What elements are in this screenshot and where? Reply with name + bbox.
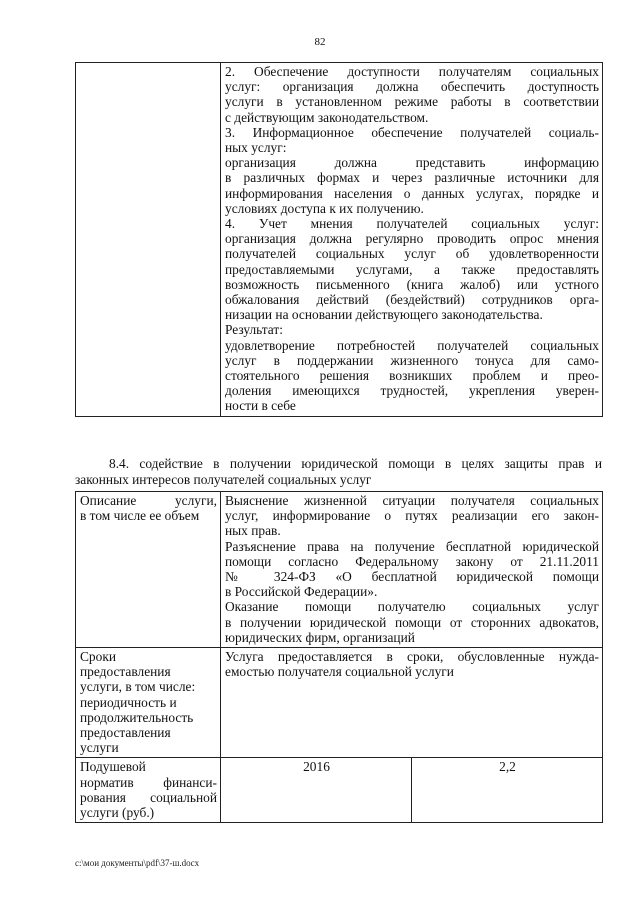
table-row xyxy=(76,63,603,417)
text-line: норматив финанси- xyxy=(80,774,217,790)
text-line: доления имеющихся трудностей, укрепления уверен- xyxy=(225,383,599,399)
norm-value-cell: 2,2 xyxy=(412,758,603,823)
text-line: условиях доступа к их получению. xyxy=(225,200,424,216)
text-line: юридических фирм, организаций xyxy=(225,629,415,645)
text-line: Услуга предоставляется в сроки, обусловленные нужда- xyxy=(225,649,599,665)
cell-lines xyxy=(225,649,599,679)
empty-label-cell xyxy=(76,63,221,417)
table-row xyxy=(76,492,603,648)
text-line: услуги в установленном режиме работы в соответствии xyxy=(225,94,599,110)
cell-lines xyxy=(80,493,217,523)
text-line: услуги xyxy=(80,740,119,756)
text-line: 3. Информационное обеспечение получателей социаль- xyxy=(225,124,599,140)
text-line: предоставления xyxy=(80,725,171,741)
text-line: в получении юридической помощи от сторонних адвокатов, xyxy=(225,614,599,630)
text-line: организация должна представить информацию xyxy=(225,155,599,171)
text-line: Подушевой xyxy=(80,759,146,775)
description-value-cell xyxy=(221,492,603,648)
terms-label-cell xyxy=(76,648,221,758)
text-line: Сроки xyxy=(80,649,116,665)
text-line: 2. Обеспечение доступности получателям социальных xyxy=(225,64,599,79)
text-line: услуги, в том числе: xyxy=(80,679,196,695)
text-line: 4. Учет мнения получателей социальных услуг: xyxy=(225,216,599,232)
text-line: № 324-ФЗ «О бесплатной юридической помощи xyxy=(225,569,599,585)
text-line: возможность письменного (книга жалоб) или устного xyxy=(225,276,599,292)
text-line: низации на основании действующего законодательства. xyxy=(225,307,543,323)
text-line: Результат: xyxy=(225,322,283,338)
cell-lines xyxy=(225,493,599,645)
year-cell: 2016 xyxy=(221,758,412,823)
text-line: ности в себе xyxy=(225,398,296,414)
cell-lines xyxy=(80,759,217,820)
text-line: обжалования действий (бездействий) сотрудников орга- xyxy=(225,292,599,308)
text-line: Выяснение жизненной ситуации получателя социальных xyxy=(225,493,599,508)
section-heading-line-1: 8.4. содействие в получении юридической помощи в целях защиты прав и xyxy=(109,456,602,471)
cell-lines xyxy=(225,64,599,414)
text-line: стоятельного решения возникших проблем и прео- xyxy=(225,368,599,384)
text-line: ных услуг: xyxy=(225,140,287,156)
text-line: периодичность и xyxy=(80,694,177,710)
text-line: Разъяснение права на получение бесплатной юридической xyxy=(225,538,599,554)
table-row xyxy=(76,758,603,823)
text-line: услуг в поддержании жизненного тонуса для само- xyxy=(225,352,599,368)
table-row xyxy=(76,648,603,758)
text-line: услуги (руб.) xyxy=(80,805,155,821)
text-line: организация должна регулярно проводить опрос мнения xyxy=(225,231,599,247)
text-line: предоставления xyxy=(80,664,171,680)
file-path-footer: c:\мои документы\pdf\37-ш.docx xyxy=(75,858,200,868)
section-heading-line-2: законных интересов получателей социальных услуг xyxy=(75,471,372,487)
text-line: Описание услуги, xyxy=(80,493,217,508)
text-line: услуг: организация должна обеспечить доступность xyxy=(225,79,599,95)
text-line: помощи согласно Федеральному закону от 21.11.2011 xyxy=(225,553,599,569)
text-line: рования социальной xyxy=(80,789,217,805)
text-line: удовлетворение потребностей получателей социальных xyxy=(225,337,599,353)
page-number: 82 xyxy=(314,36,326,48)
text-line: услуг, информирование о путях реализации его закон- xyxy=(225,508,599,524)
text-line: в различных формах и через различные источники для xyxy=(225,170,599,186)
text-line: Оказание помощи получателю социальных услуг xyxy=(225,599,599,615)
section-heading xyxy=(75,456,602,487)
text-line: получателей социальных услуг об удовлетворенности xyxy=(225,246,599,262)
text-line: в Российской Федерации». xyxy=(225,584,378,600)
text-line: в том числе ее объем xyxy=(80,508,200,524)
per-capita-norm-label-cell xyxy=(76,758,221,823)
text-line: информирования населения о данных услугах, порядке и xyxy=(225,185,599,201)
description-label-cell xyxy=(76,492,221,648)
text-line: емостью получателя социальной услуги xyxy=(225,664,454,680)
service-standards-table-continued xyxy=(75,62,603,417)
terms-value-cell xyxy=(221,648,603,758)
text-line: ных прав. xyxy=(225,523,281,539)
quality-indicators-cell xyxy=(221,63,603,417)
text-line: с действующим законодательством. xyxy=(225,109,429,125)
legal-assistance-service-table xyxy=(75,491,603,823)
cell-lines xyxy=(80,649,217,755)
text-line: предоставляемыми услугами, а также предоставлять xyxy=(225,261,599,277)
text-line: продолжительность xyxy=(80,709,194,725)
